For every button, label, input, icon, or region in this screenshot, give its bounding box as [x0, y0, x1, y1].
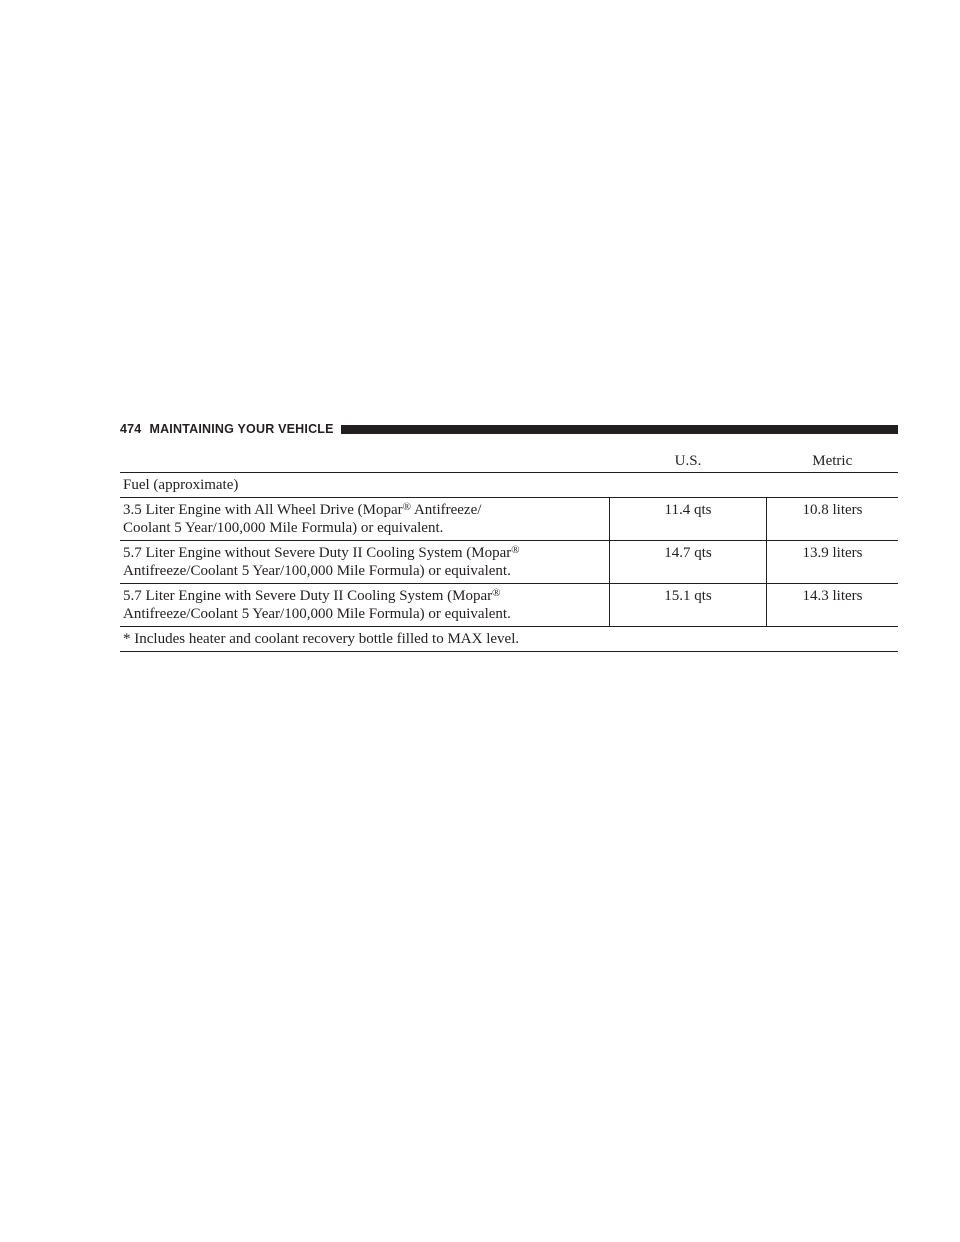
- description-line: Antifreeze/Coolant 5 Year/100,000 Mile Formula) or equivalent.: [123, 563, 511, 579]
- registered-mark: ®: [511, 544, 520, 556]
- table-row: [120, 498, 898, 541]
- section-title: MAINTAINING YOUR VEHICLE: [149, 422, 334, 436]
- table-row: [120, 541, 898, 584]
- capacity-table: [120, 448, 898, 652]
- row-description: [120, 498, 610, 541]
- table-row: [120, 473, 898, 498]
- description-line: 3.5 Liter Engine with All Wheel Drive (Mopar: [123, 502, 403, 518]
- row-metric-value: 10.8 liters: [767, 498, 899, 541]
- registered-mark: ®: [402, 501, 412, 513]
- description-line: 5.7 Liter Engine with Severe Duty II Cooling System (Mopar: [123, 588, 493, 604]
- description-line-tail: Antifreeze/: [411, 502, 482, 518]
- row-us-value: 15.1 qts: [610, 584, 767, 627]
- row-description: [120, 541, 610, 584]
- column-header-us: U.S.: [610, 448, 767, 473]
- column-header-description: [120, 448, 610, 473]
- row-description: [120, 584, 610, 627]
- row-metric-value: 14.3 liters: [767, 584, 899, 627]
- header-rule: [341, 425, 898, 434]
- table-footnote: * Includes heater and coolant recovery bottle filled to MAX level.: [120, 627, 898, 652]
- description-line: 5.7 Liter Engine without Severe Duty II Cooling System (Mopar: [123, 545, 512, 561]
- table-row: [120, 584, 898, 627]
- page-number: 474: [120, 422, 142, 436]
- column-header-metric: Metric: [767, 448, 899, 473]
- row-us-value: 11.4 qts: [610, 498, 767, 541]
- row-metric-value: 13.9 liters: [767, 541, 899, 584]
- registered-mark: ®: [492, 587, 501, 599]
- description-line: Coolant 5 Year/100,000 Mile Formula) or equivalent.: [123, 520, 444, 536]
- row-fuel-label: Fuel (approximate): [120, 473, 898, 498]
- row-us-value: 14.7 qts: [610, 541, 767, 584]
- description-line: Antifreeze/Coolant 5 Year/100,000 Mile Formula) or equivalent.: [123, 606, 511, 622]
- table-row: [120, 627, 898, 652]
- table-header-row: [120, 448, 898, 473]
- page-header: [120, 420, 898, 438]
- header-text: [120, 422, 334, 436]
